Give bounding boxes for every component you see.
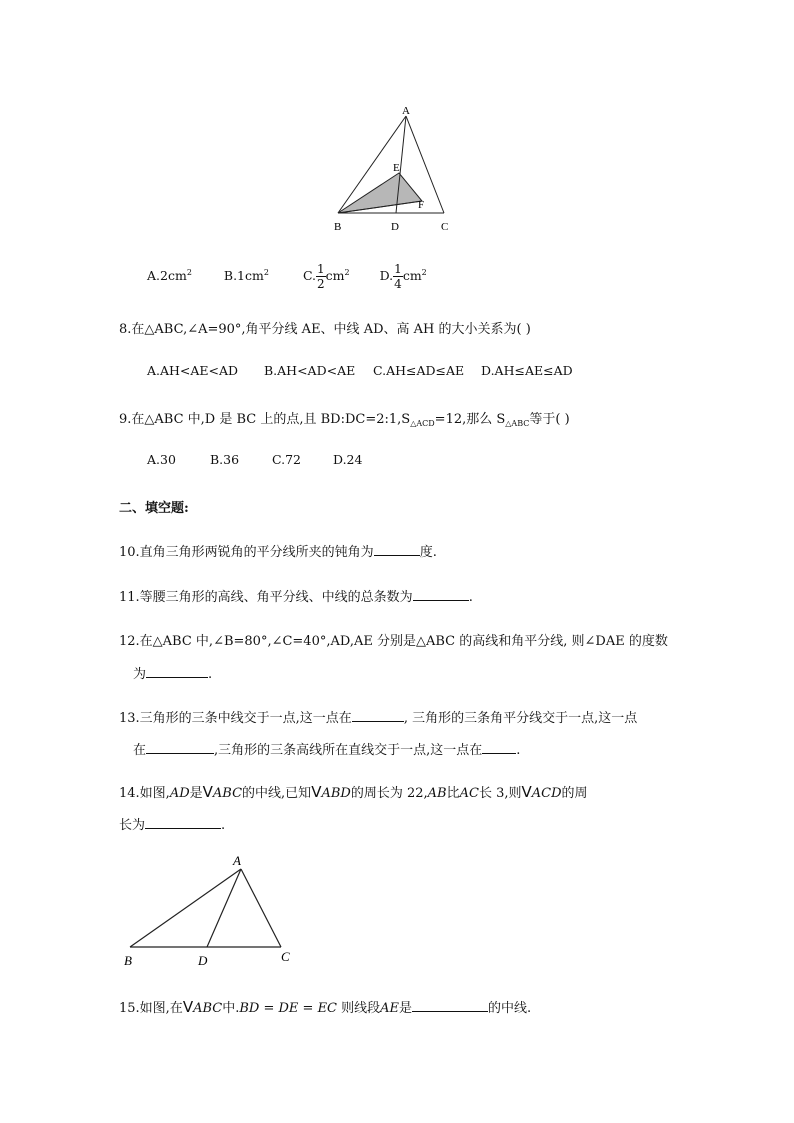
label-a: A <box>233 853 241 868</box>
question-9: 9.在△ABC 中,D 是 BC 上的点,且 $BD:DC=2:1,S_{\triangle ACD}=12$,那么 $S_{\triangle ABC}$等于( ) <box>119 412 570 428</box>
fraction-one-quarter: $\frac{1}{4}$ <box>394 262 402 291</box>
q8-option-c: C.AH≤AD≤AE <box>373 363 465 378</box>
q8-option-d: D.AH≤AE≤AD <box>481 363 573 378</box>
label-d: D <box>391 221 399 233</box>
q7-options <box>147 262 427 291</box>
question-12-line-2: 为 . <box>133 667 213 682</box>
side-ac <box>241 869 281 947</box>
q9-option-d: D.24 <box>333 452 363 467</box>
question-11: 11.等腰三角形的高线、角平分线、中线的总条数为 . <box>119 590 473 605</box>
label-e: E <box>393 162 400 174</box>
figure-2-triangle <box>118 848 304 972</box>
section-heading-fill-in: 二、填空题: <box>119 501 189 516</box>
answer-blank[interactable] <box>412 999 488 1012</box>
question-14-line-1: 14.如图,AD是VABC的中线,已知VABD的周长为 22,AB比AC长 3,则VACD的周 <box>119 783 588 801</box>
fraction-one-half: $\frac{1}{2}$ <box>317 262 325 291</box>
q9-option-b: B.36 <box>210 452 240 467</box>
q8-option-b: B.AH<AD<AE <box>264 363 356 378</box>
label-a: A <box>402 105 410 117</box>
label-d: D <box>198 953 208 968</box>
question-14-line-2: 长为 . <box>119 818 226 833</box>
answer-blank[interactable] <box>146 741 214 754</box>
figure-1-triangle <box>328 102 458 234</box>
q9-option-c: C.72 <box>272 452 301 467</box>
q7-option-b: $B.1cm^2$ <box>223 267 269 283</box>
answer-blank[interactable] <box>413 588 469 601</box>
answer-blank[interactable] <box>352 709 404 722</box>
label-b: B <box>334 221 342 233</box>
label-f: F <box>418 199 425 211</box>
answer-blank[interactable] <box>374 543 420 556</box>
answer-blank[interactable] <box>145 816 221 829</box>
question-12-line-1: 12.在△ABC 中,∠B=80°,∠C=40°,AD,AE 分别是△ABC 的高线和角平分线, 则∠DAE 的度数 <box>119 634 668 649</box>
q7-option-d: D. $\frac{1}{4}$ $cm^2$ <box>379 262 427 291</box>
label-b: B <box>124 953 132 968</box>
answer-blank[interactable] <box>482 741 516 754</box>
q7-option-c: C. $\frac{1}{2}$ $cm^2$ <box>302 262 350 291</box>
question-13-line-1: 13.三角形的三条中线交于一点,这一点在 , 三角形的三条角平分线交于一点,这一点 <box>119 711 638 726</box>
question-10: 10.直角三角形两锐角的平分线所夹的钝角为 度. <box>119 545 437 560</box>
question-15: 15.如图,在VABC中.BD = DE = EC 则线段AE是 的中线. <box>119 998 532 1016</box>
label-c: C <box>281 949 290 964</box>
label-c: C <box>441 221 449 233</box>
q9-option-a: A.30 <box>147 452 176 467</box>
answer-blank[interactable] <box>146 665 208 678</box>
q7-option-a: $A.2cm^2$ <box>147 267 192 283</box>
q8-option-a: A.AH<AE<AD <box>147 363 239 378</box>
question-13-line-2: 在 ,三角形的三条高线所在直线交于一点,这一点在 . <box>133 743 521 758</box>
question-8: 8.在△ABC,∠A=90°,角平分线 AE、中线 AD、高 AH 的大小关系为( ) <box>119 322 531 337</box>
